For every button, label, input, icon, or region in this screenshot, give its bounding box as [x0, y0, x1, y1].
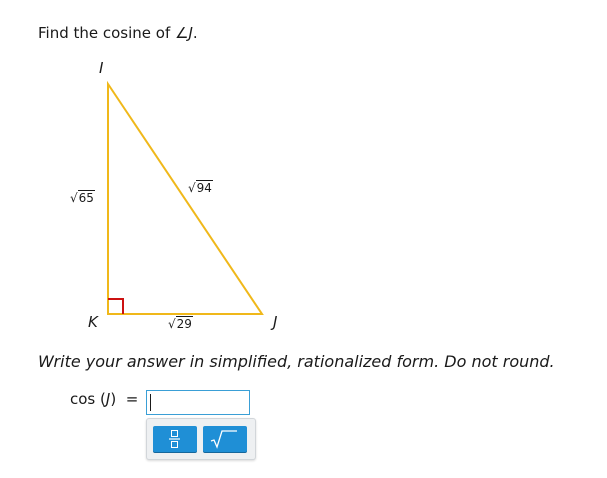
- side-label-ik: [70, 192, 95, 204]
- right-angle-marker: [108, 299, 123, 314]
- open-paren: (: [100, 390, 106, 408]
- vertex-label-k: K: [88, 313, 98, 331]
- answer-var: J: [105, 390, 111, 408]
- sqrt-94: √94: [188, 181, 212, 195]
- text-caret: [150, 394, 151, 411]
- answer-label: [70, 390, 138, 408]
- triangle-outline: [108, 84, 262, 314]
- cos-func: cos: [70, 390, 96, 408]
- square-root-icon: [203, 426, 247, 452]
- math-toolbar: [146, 418, 256, 460]
- sqrt-29: √29: [168, 317, 192, 331]
- close-paren: ): [110, 390, 117, 408]
- fraction-icon: [153, 426, 197, 452]
- angle-name: J: [188, 24, 193, 42]
- radicand-65: 65: [78, 191, 94, 205]
- vertex-label-i: I: [99, 59, 104, 77]
- side-label-kj: [168, 318, 193, 330]
- fraction-button[interactable]: [153, 426, 197, 452]
- sqrt-65: √65: [70, 191, 94, 205]
- answer-input[interactable]: [146, 390, 250, 415]
- question-suffix: .: [192, 24, 198, 42]
- radicand-29: 29: [176, 317, 192, 331]
- question-prefix: Find the cosine of: [38, 24, 176, 42]
- side-label-ij: [188, 182, 213, 194]
- angle-symbol: ∠: [175, 24, 189, 42]
- instruction-text: Write your answer in simplified, rationalized form. Do not round.: [38, 352, 555, 371]
- vertex-label-j: J: [273, 313, 278, 331]
- square-root-button[interactable]: [203, 426, 247, 452]
- radicand-94: 94: [196, 181, 212, 195]
- equals-sign: =: [125, 390, 139, 408]
